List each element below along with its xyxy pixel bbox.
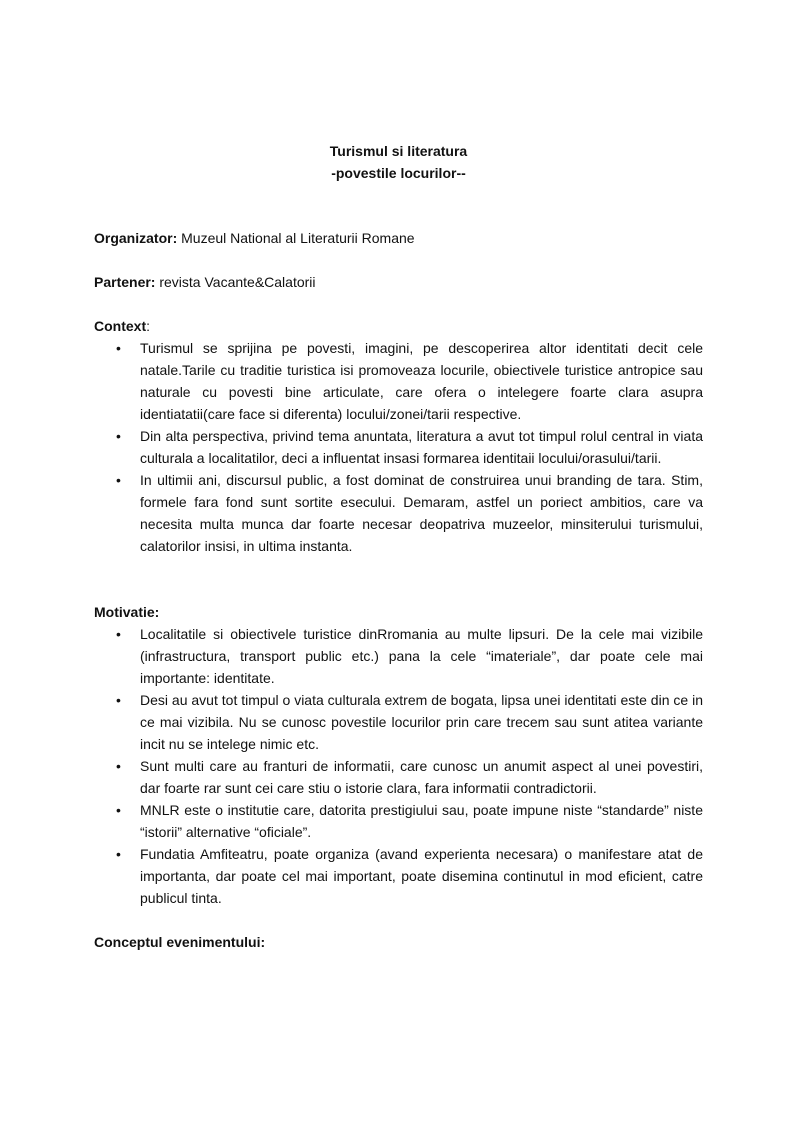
bullet-icon: • <box>116 846 121 862</box>
motivation-item-text: MNLR este o institutie care, datorita prestigiului sau, poate impune niste “standarde” niste “istorii” alternative “oficiale”. <box>140 802 703 840</box>
motivation-item-text: Fundatia Amfiteatru, poate organiza (avand experienta necesara) o manifestare atat de importanta, dar poate cel mai important, poate disemina continutul in mod eficient, catre publicul tinta. <box>140 846 703 906</box>
motivation-heading: Motivatie: <box>94 604 160 620</box>
motivation-item-text: Desi au avut tot timpul o viata culturala extrem de bogata, lipsa unei identitati este din ce in ce mai vizibila. Nu se cunosc povestile locurilor prin care trecem sau sunt atitea variante incit nu se intelege nimic etc. <box>140 692 703 752</box>
organizer-value: Muzeul National al Literaturii Romane <box>177 230 415 246</box>
bullet-icon: • <box>116 472 121 488</box>
bullet-icon: • <box>116 692 121 708</box>
context-heading-text: Context <box>94 318 147 334</box>
title-line-1: Turismul si literatura <box>329 143 468 159</box>
motivation-item <box>94 799 703 843</box>
context-list <box>94 337 703 557</box>
concept-heading: Conceptul evenimentului: <box>94 934 266 950</box>
context-heading <box>94 315 150 337</box>
context-item <box>94 469 703 557</box>
motivation-list <box>94 623 703 909</box>
bullet-icon: • <box>116 802 121 818</box>
motivation-item <box>94 755 703 799</box>
partner-line <box>94 271 704 293</box>
organizer-label: Organizator: <box>94 230 178 246</box>
title-line-2: -povestile locurilor-- <box>331 165 466 181</box>
bullet-icon: • <box>116 758 121 774</box>
motivation-item-text: Sunt multi care au franturi de informatii, care cunosc un anumit aspect al unei povestiri, dar foarte rar sunt cei care stiu o istorie clara, fara informatii contradictorii. <box>140 758 703 796</box>
partner-label: Partener: <box>94 274 156 290</box>
document-title <box>0 140 794 184</box>
motivation-item <box>94 689 703 755</box>
context-item <box>94 425 703 469</box>
context-item <box>94 337 703 425</box>
motivation-item <box>94 623 703 689</box>
bullet-icon: • <box>116 340 121 356</box>
motivation-item-text: Localitatile si obiectivele turistice dinRromania au multe lipsuri. De la cele mai vizibile (infrastructura, transport public etc.) pana la cele “imateriale”, dar poate cele mai importante: identitate. <box>140 626 703 686</box>
context-item-text: Turismul se sprijina pe povesti, imagini, pe descoperirea altor identitati decit cele natale.Tarile cu traditie turistica isi promoveaza locurile, obiectivele turistice antropice sau naturale cu povesti bine articulate, care ofera o intelegere foarte clara asupra identiatatii(care face si diferenta) locului/zonei/tarii respective. <box>140 340 703 422</box>
context-item-text: Din alta perspectiva, privind tema anuntata, literatura a avut tot timpul rolul central in viata culturala a localitatilor, deci a influentat insasi formarea identitaii locului/orasului/tarii. <box>140 428 703 466</box>
context-item-text: In ultimii ani, discursul public, a fost dominat de construirea unui branding de tara. Stim, formele fara fond sunt sortite esecului. Demaram, astfel un poriect ambitios, care va necesita multa munca dar foarte necesar deopatriva muzeelor, minsiterului turismului, calatorilor insisi, in ultima instanta. <box>140 472 703 554</box>
context-heading-colon: : <box>146 318 151 334</box>
partner-value: revista Vacante&Calatorii <box>155 274 316 290</box>
bullet-icon: • <box>116 428 121 444</box>
motivation-item <box>94 843 703 909</box>
organizer-line <box>94 227 704 249</box>
bullet-icon: • <box>116 626 121 642</box>
